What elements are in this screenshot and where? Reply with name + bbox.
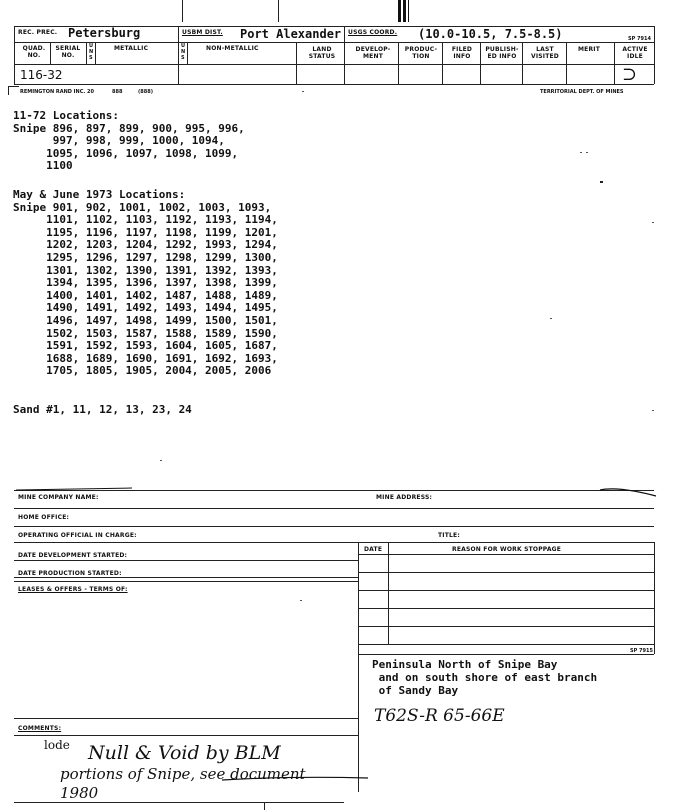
- rule: [654, 26, 655, 84]
- rule: [14, 26, 15, 84]
- rule: [86, 42, 87, 64]
- block2-title: May & June 1973 Locations:: [13, 188, 186, 201]
- lower-form: [0, 480, 678, 810]
- hand-line: Null & Void by BLM: [88, 742, 281, 764]
- usgs-coord-label: USGS COORD.: [348, 29, 398, 36]
- rec-prec-label: REC. PREC.: [18, 29, 58, 36]
- township-handwriting: T62S-R 65-66E: [374, 706, 505, 726]
- rule: [358, 542, 359, 792]
- top-tab-marks: [398, 0, 412, 22]
- col-non-metallic: NON-METALLIC: [206, 45, 259, 52]
- rule: [344, 26, 345, 84]
- rule: [95, 42, 96, 64]
- printer-line: REMINGTON RAND INC. 20: [20, 89, 94, 95]
- scan-speck: [580, 152, 582, 153]
- active-mark: ⊃: [622, 64, 638, 85]
- col-published-info: PUBLISH-ED INFO: [485, 46, 519, 60]
- locations-body-2: [13, 189, 613, 378]
- rule: [14, 42, 654, 43]
- rule: [358, 590, 654, 591]
- scan-speck: [302, 91, 304, 92]
- rule: [50, 42, 51, 64]
- rule: [566, 42, 567, 84]
- location-line: 1502, 1503, 1587, 1588, 1589, 1590,: [13, 326, 278, 340]
- col-last-visited: LAST VISITED: [530, 46, 559, 60]
- location-line: 1394, 1395, 1396, 1397, 1398, 1399,: [13, 276, 278, 290]
- rule: [14, 526, 654, 527]
- location-line: 1705, 1805, 1905, 2004, 2005, 2006: [13, 364, 272, 378]
- rule: [14, 560, 358, 561]
- mine-address-label: MINE ADDRESS:: [376, 494, 433, 501]
- location-line: 1101, 1102, 1103, 1192, 1193, 1194,: [13, 213, 278, 227]
- header-grid: [0, 0, 678, 100]
- form-code-2: SP 7915: [630, 648, 653, 654]
- usgs-coord-value: (10.0-10.5, 7.5-8.5): [418, 27, 563, 41]
- scan-speck: [586, 152, 588, 153]
- pen-stroke: [598, 480, 658, 500]
- locations-body: [13, 110, 613, 173]
- hand-line: 1980: [60, 784, 99, 802]
- location-line: 1400, 1401, 1402, 1487, 1488, 1489,: [13, 288, 278, 302]
- location-line: of Sandy Bay: [372, 684, 459, 697]
- col-active-idle: ACTIVE IDLE: [622, 46, 648, 60]
- rule: [14, 84, 654, 85]
- rec-prec-value: Petersburg: [68, 26, 141, 40]
- location-line: Snipe 896, 897, 899, 900, 995, 996,: [13, 121, 245, 135]
- rule: [654, 542, 655, 654]
- block1-title: 11-72 Locations:: [13, 109, 119, 122]
- scan-speck: [300, 600, 302, 601]
- operating-official-label: OPERATING OFFICIAL IN CHARGE:: [18, 532, 137, 539]
- usbm-dist-label: USBM DIST.: [182, 29, 223, 36]
- rule: [14, 508, 654, 509]
- rule: [358, 608, 654, 609]
- scan-speck: [600, 181, 603, 183]
- rule: [358, 572, 654, 573]
- record-number: 116-32: [20, 68, 63, 82]
- rule: [358, 626, 654, 627]
- rule: [14, 64, 654, 65]
- scan-speck: [652, 410, 654, 411]
- top-mark: [182, 0, 183, 22]
- title-label: TITLE:: [438, 532, 460, 539]
- block2-lines: [13, 202, 613, 378]
- rule: [480, 42, 481, 84]
- col-filed-info: FILED INFO: [451, 46, 473, 60]
- col-quad-no: QUAD. NO.: [22, 45, 46, 59]
- location-line: 1591, 1592, 1593, 1604, 1605, 1687,: [13, 339, 278, 353]
- rule: [14, 577, 358, 578]
- usbm-dist-value: Port Alexander: [240, 27, 342, 41]
- mine-company-label: MINE COMPANY NAME:: [18, 494, 99, 501]
- scan-speck: [652, 222, 654, 223]
- location-line: 1301, 1302, 1390, 1391, 1392, 1393,: [13, 263, 278, 277]
- col-m-letters: U N S: [89, 43, 94, 61]
- date-production-label: DATE PRODUCTION STARTED:: [18, 570, 122, 577]
- scan-speck: [160, 460, 162, 461]
- rule: [178, 26, 179, 84]
- date-col-label: DATE: [364, 546, 383, 553]
- rule: [14, 718, 358, 719]
- rule: [442, 42, 443, 84]
- reason-col-label: REASON FOR WORK STOPPAGE: [452, 546, 562, 553]
- dept-line: TERRITORIAL DEPT. OF MINES: [540, 89, 624, 95]
- strike-line: [220, 770, 370, 786]
- rule: [522, 42, 523, 84]
- rule: [14, 542, 654, 543]
- comments-label: COMMENTS:: [18, 725, 62, 732]
- rule: [14, 802, 344, 803]
- home-office-label: HOME OFFICE:: [18, 514, 70, 521]
- location-line: 1688, 1689, 1690, 1691, 1692, 1693,: [13, 351, 278, 365]
- col-metallic: METALLIC: [114, 45, 149, 52]
- rule: [14, 735, 358, 736]
- col-production: PRODUC-TION: [404, 46, 438, 60]
- rule: [358, 644, 654, 645]
- rule: [187, 42, 188, 64]
- sand-line: Sand #1, 11, 12, 13, 23, 24: [13, 403, 192, 416]
- rule: [358, 554, 654, 555]
- pen-stroke: [14, 484, 134, 494]
- top-mark: [278, 0, 279, 22]
- leases-label: LEASES & OFFERS - TERMS OF:: [18, 586, 128, 593]
- location-line: 1202, 1203, 1204, 1292, 1993, 1294,: [13, 238, 278, 252]
- block1-lines: [13, 123, 613, 173]
- rule: [614, 42, 615, 84]
- location-line: 1095, 1096, 1097, 1098, 1099,: [13, 146, 239, 160]
- location-line: 1100: [13, 159, 73, 173]
- col-n-letters: U N S: [181, 43, 186, 61]
- lode-text: lode: [44, 738, 70, 752]
- col-land-status: LAND STATUS: [308, 46, 336, 60]
- location-text: [372, 658, 597, 697]
- scan-speck: [550, 318, 552, 319]
- col-merit: MERIT: [578, 46, 601, 53]
- rule: [296, 42, 297, 84]
- location-line: and on south shore of east branch: [372, 671, 598, 684]
- location-line: 1195, 1196, 1197, 1198, 1199, 1201,: [13, 225, 278, 239]
- printer-code: 888: [112, 89, 123, 95]
- printer-code: (888): [138, 89, 154, 95]
- rule: [388, 542, 389, 644]
- location-line: 1496, 1497, 1498, 1499, 1500, 1501,: [13, 313, 278, 327]
- rule: [358, 654, 654, 655]
- location-line: Peninsula North of Snipe Bay: [372, 658, 558, 671]
- location-line: 1295, 1296, 1297, 1298, 1299, 1300,: [13, 250, 278, 264]
- corner-mark: [8, 86, 19, 95]
- col-development: DEVELOP-MENT: [355, 46, 391, 60]
- rule: [14, 581, 358, 582]
- location-line: 1490, 1491, 1492, 1493, 1494, 1495,: [13, 301, 278, 315]
- form-code: SP 7914: [628, 36, 651, 42]
- date-development-label: DATE DEVELOPMENT STARTED:: [18, 552, 128, 559]
- rule: [264, 802, 265, 810]
- location-line: Snipe 901, 902, 1001, 1002, 1003, 1093,: [13, 200, 272, 214]
- hand-line: portions of Snipe, see document: [60, 765, 306, 783]
- col-serial-no: SERIAL NO.: [55, 45, 81, 59]
- rule: [398, 42, 399, 84]
- location-line: 997, 998, 999, 1000, 1094,: [13, 134, 225, 148]
